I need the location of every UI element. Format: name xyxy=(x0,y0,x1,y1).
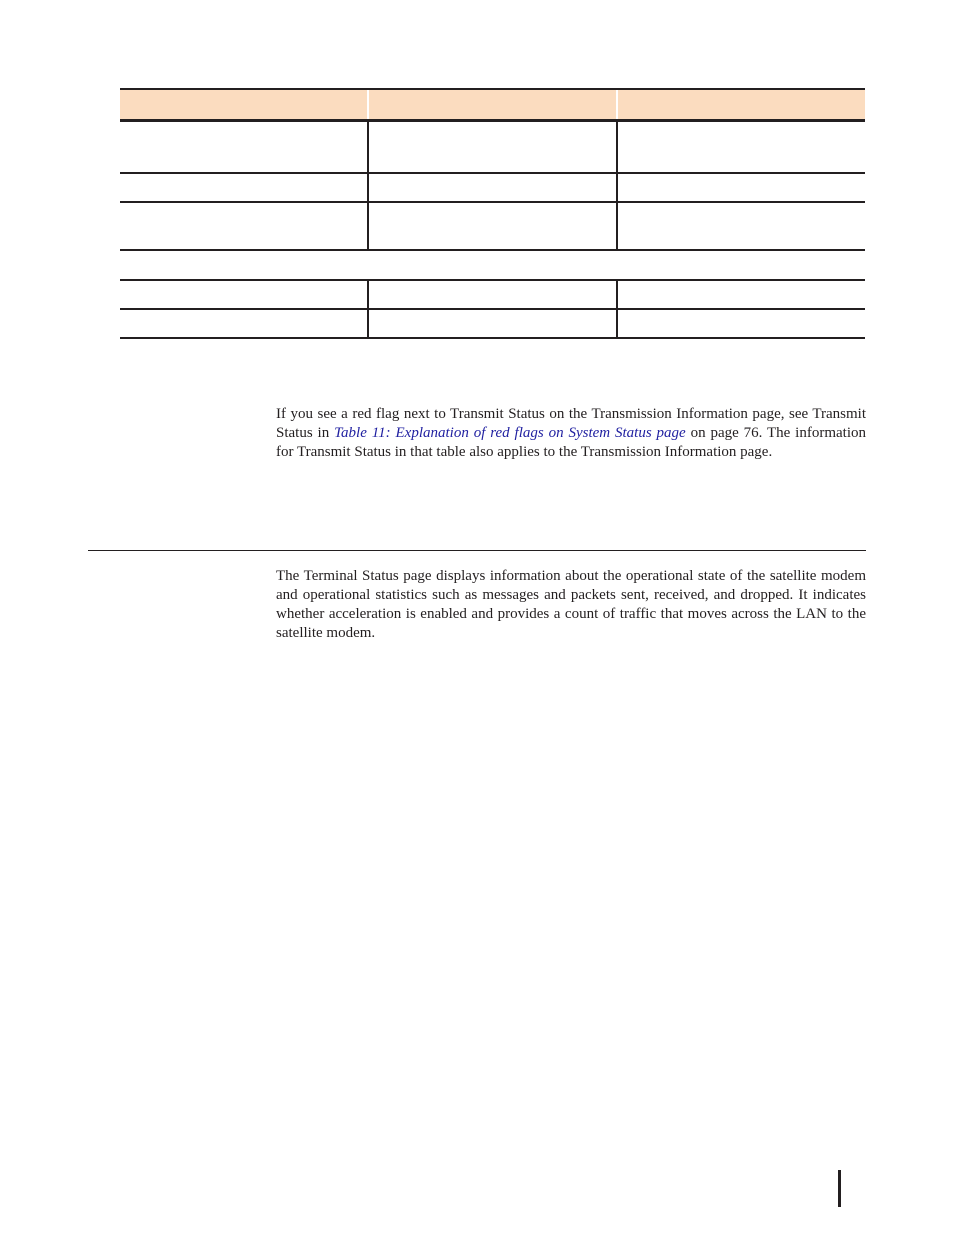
table-cell xyxy=(120,121,368,174)
table-row xyxy=(120,121,865,174)
table-header-cell xyxy=(617,89,865,121)
table-header-cell xyxy=(120,89,368,121)
table-cell xyxy=(617,202,865,250)
table-cell xyxy=(617,309,865,338)
table-cell xyxy=(120,202,368,250)
table-cell xyxy=(368,309,617,338)
table-cell xyxy=(368,202,617,250)
table-cell xyxy=(368,173,617,202)
note-text-after: on page 76. The information for Transmit Status in that table also applies to the Transmission Information page. xyxy=(276,425,866,460)
table-cell xyxy=(368,121,617,174)
table-row xyxy=(120,309,865,338)
table-cell xyxy=(617,173,865,202)
table-row xyxy=(120,280,865,309)
note-text-before: If you see a red flag next to Transmit Status on the Transmission Information page, see Transmit Status in xyxy=(276,406,866,441)
table-cell xyxy=(617,121,865,174)
table-cell xyxy=(368,280,617,309)
table-11-link[interactable]: Table 11: Explanation of red flags on System Status page xyxy=(334,425,686,441)
table-row xyxy=(120,202,865,250)
table-header-row xyxy=(120,89,865,121)
table-header-cell xyxy=(368,89,617,121)
transmit-status-note xyxy=(276,405,866,462)
table-cell xyxy=(120,280,368,309)
table-cell xyxy=(617,280,865,309)
data-table xyxy=(120,88,865,339)
table-cell xyxy=(120,173,368,202)
section-divider xyxy=(88,550,866,551)
change-bar xyxy=(838,1170,841,1207)
table-row xyxy=(120,173,865,202)
table-span-row xyxy=(120,250,865,280)
table-cell xyxy=(120,309,368,338)
table-span-cell xyxy=(120,250,865,280)
terminal-status-paragraph: The Terminal Status page displays information about the operational state of the satellite modem and operational statistics such as messages and packets sent, received, and dropped. It indicates whether acceleration is enabled and provides a count of traffic that moves across the LAN to the satellite modem. xyxy=(276,568,866,641)
